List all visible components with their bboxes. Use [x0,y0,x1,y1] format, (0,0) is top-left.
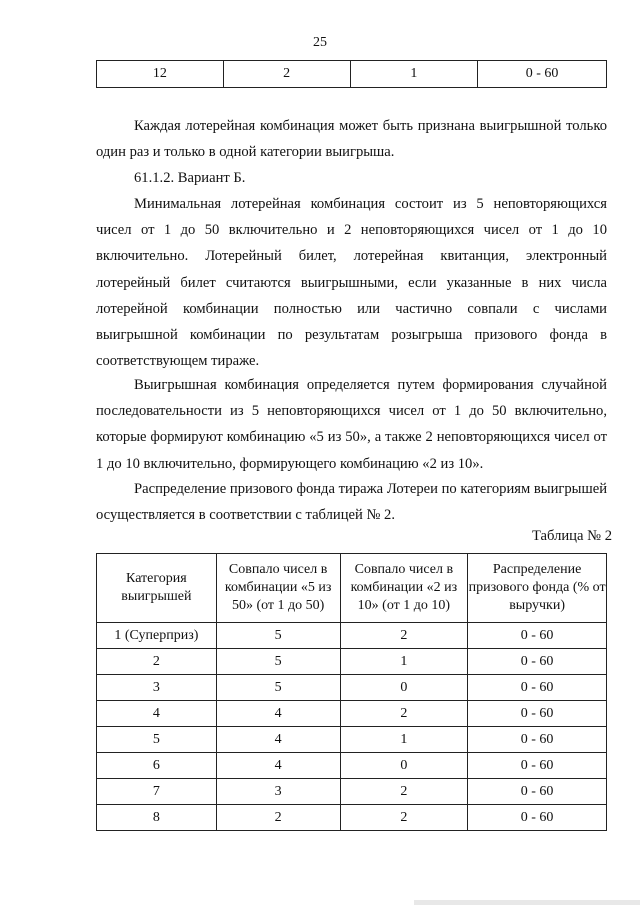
table-row [97,701,607,727]
table-cell: 5 [216,623,340,649]
table-cell: 2 [223,61,350,88]
table-row [97,623,607,649]
column-header: Распределение призового фонда (% от выручки) [468,554,607,623]
table-cell: 12 [97,61,224,88]
table-cell: 2 [340,805,468,831]
paragraph-prize-distribution: Распределение призового фонда тиража Лотереи по категориям выигрышей осуществляется в соответствии с таблицей № 2. [96,481,607,524]
table-cell: 0 - 60 [468,727,607,753]
table-row [97,805,607,831]
table-cell: 1 (Суперприз) [97,623,217,649]
table-cell: 0 [340,675,468,701]
table-cell: 0 - 60 [468,753,607,779]
table-cell: 5 [216,649,340,675]
paragraph-single-category: Каждая лотерейная комбинация может быть признана выигрышной только один раз и только в одной категории выигрыша. [96,118,607,161]
table-cell: 1 [340,649,468,675]
table-cell: 3 [97,675,217,701]
table-row [97,675,607,701]
table-cell: 2 [340,701,468,727]
table-caption: Таблица № 2 [532,528,612,544]
table-cell: 6 [97,753,217,779]
table-cell: 8 [97,805,217,831]
column-header: Совпало чисел в комбинации «2 из 10» (от 1 до 10) [340,554,468,623]
table-cell: 0 - 60 [468,675,607,701]
section-heading-variant-b: 61.1.2. Вариант Б. [134,170,246,186]
table-cell: 0 [340,753,468,779]
table-row [97,779,607,805]
table-cell: 4 [216,727,340,753]
table-header-row [97,554,607,623]
paragraph-winning-combination: Выигрышная комбинация определяется путем формирования случайной последовательности из 5 неповторяющихся чисел от 1 до 50 включительно, которые формируют комбинацию «5 из 50», а также 2 неповторяющихся чисел от 1 до 10 включительно, формирующего комбинацию «2 из 10». [96,377,607,472]
paragraph-min-combination: Минимальная лотерейная комбинация состоит из 5 неповторяющихся чисел от 1 до 50 включительно и 2 неповторяющихся чисел от 1 до 10 включительно. Лотерейный билет, лотерейная квитанция, электронный лотерейный билет считаются выигрышными, если указанные в них числа лотерейной комбинации полностью или частично совпали с числами выигрышной комбинации по результатам розыгрыша призового фонда в соответствующем тираже. [96,196,607,370]
table-cell: 4 [97,701,217,727]
table-cell: 0 - 60 [468,623,607,649]
table-cell: 0 - 60 [468,649,607,675]
table-row [97,649,607,675]
table-cell: 0 - 60 [468,805,607,831]
scan-edge-mark [414,900,640,905]
continued-table [96,60,607,88]
table-row [97,727,607,753]
table-cell: 1 [350,61,478,88]
table-cell: 4 [216,701,340,727]
table-cell: 7 [97,779,217,805]
table-cell: 2 [340,623,468,649]
column-header: Совпало чисел в комбинации «5 из 50» (от 1 до 50) [216,554,340,623]
table-cell: 0 - 60 [468,779,607,805]
table-cell: 2 [216,805,340,831]
table-cell: 0 - 60 [478,61,607,88]
table-cell: 1 [340,727,468,753]
prize-distribution-table [96,553,607,831]
table-cell: 2 [97,649,217,675]
page-number: 25 [313,35,327,50]
table-row [97,753,607,779]
table-cell: 5 [216,675,340,701]
table-cell: 0 - 60 [468,701,607,727]
table-cell: 3 [216,779,340,805]
table-cell: 5 [97,727,217,753]
table-row [97,61,607,88]
table-cell: 2 [340,779,468,805]
column-header: Категория выигрышей [97,554,217,623]
table-cell: 4 [216,753,340,779]
